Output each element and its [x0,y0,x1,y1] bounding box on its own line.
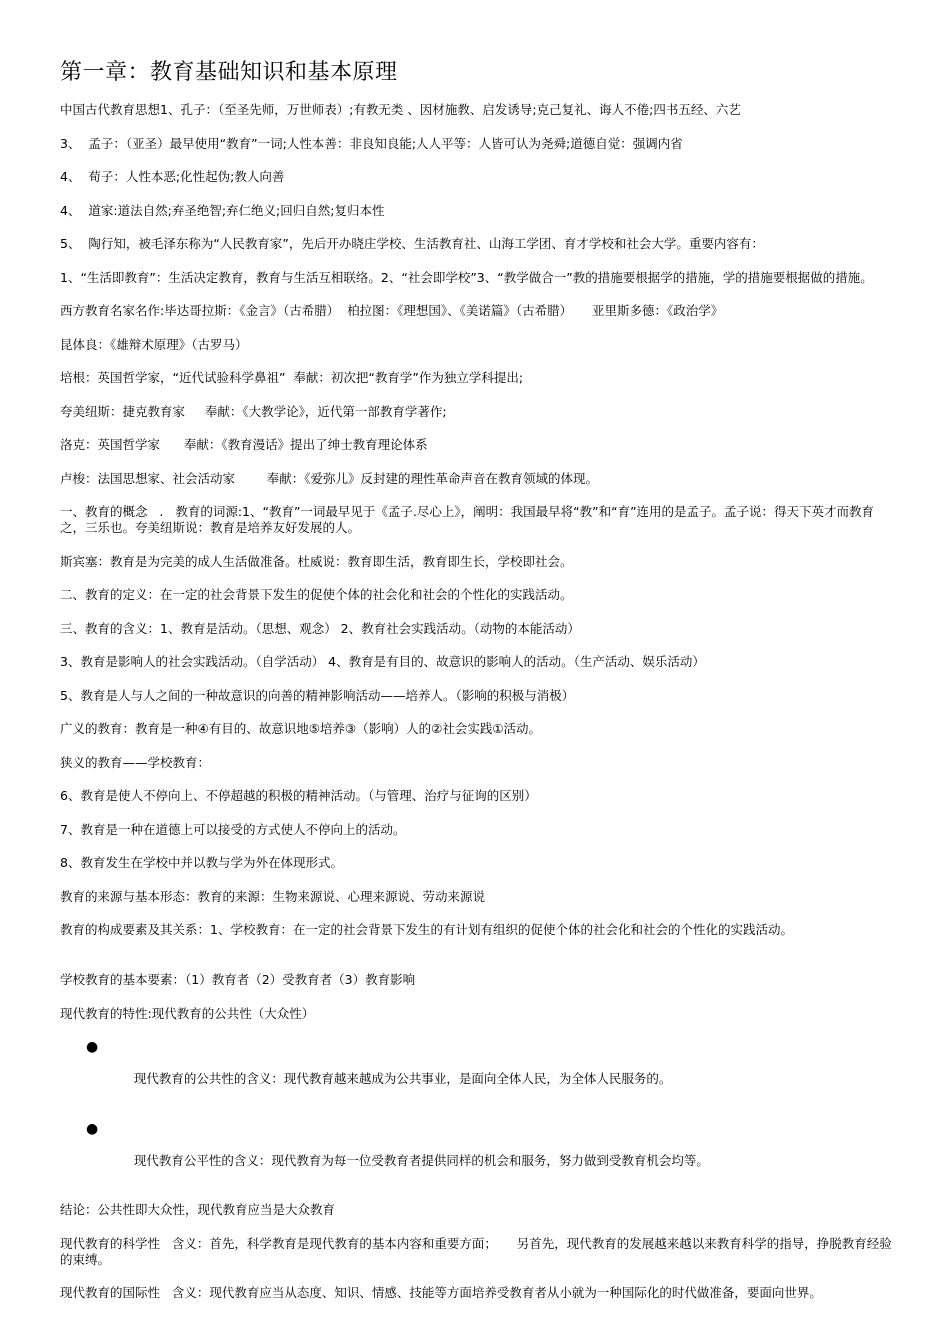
paragraph: 现代教育的特性:现代教育的公共性（大众性） [60,1005,315,1021]
paragraph: 学校教育的基本要素：（1）教育者（2）受教育者（3）教育影响 [60,972,416,987]
paragraph: 二、教育的定义：在一定的社会背景下发生的促使个体的社会化和社会的个性化的实践活动。 [60,587,573,602]
paragraph: 夸美纽斯：捷克教育家 奉献：《大教学论》，近代第一部教育学著作; [60,403,447,419]
paragraph: 6、教育是使人不停向上、不停超越的积极的精神活动。（与管理、治疗与征询的区别） [60,788,537,803]
paragraph: 5、 陶行知，被毛泽东称为“人民教育家”，先后开办晓庄学校、生活教育社、山海工学团、育才学校和社会大学。重要内容有： [60,236,764,251]
paragraph: 广义的教育：教育是一种④有目的、故意识地⑤培养③（影响）人的②社会实践①活动。 [60,721,542,736]
paragraph: 教育的构成要素及其关系：1、学校教育：在一定的社会背景下发生的有计划有组织的促使个体的社会化和社会的个性化的实践活动。 [60,922,793,937]
paragraph: 卢梭：法国思想家、社会活动家 奉献：《爱弥儿》反封建的理性革命声音在教育领域的体现。 [60,470,599,486]
paragraph: 西方教育名家名作:毕达哥拉斯：《金言》（古希腊） 柏拉图：《理想国》、《美诺篇》（古希腊） 亚里斯多德：《政治学》 [60,303,724,318]
chapter-title: 第一章：教育基础知识和基本原理 [60,60,398,85]
paragraph: 中国古代教育思想1、孔子：（至圣先师，万世师表）;有教无类 、因材施教、启发诱导;克己复礼、诲人不倦;四书五经、六艺 [60,102,741,117]
paragraph: 一、教育的概念 . 教育的词源:1、“教育”一词最早见于《孟子.尽心上》，阐明：我国最早将“教”和“育”连用的是孟子。孟子说：得天下英才而教育之，三乐也。夸美纽斯说：教育是培养友好发展的人。 [60,504,875,535]
paragraph: 5、教育是人与人之间的一种故意识的向善的精神影响活动——培养人。（影响的积极与消极） [60,687,575,703]
bullet-dot-icon: ● [86,1039,99,1055]
paragraph: 1、“生活即教育”：生活决定教育，教育与生活互相联络。2、“社会即学校”3、“教学做合一”教的措施要根据学的措施，学的措施要根据做的措施。 [60,269,873,285]
paragraph: 7、教育是一种在道德上可以接受的方式使人不停向上的活动。 [60,821,406,837]
bullet-item [60,1039,895,1103]
paragraph: 现代教育的国际性 含义：现代教育应当从态度、知识、情感、技能等方面培养受教育者从小就为一种国际化的时代做准备，要面向世界。 [60,1285,822,1300]
bullet-text: 现代教育的公共性的含义：现代教育越来越成为公共事业，是面向全体人民，为全体人民服务的。 [133,1071,672,1086]
document-page [60,56,895,1319]
bullet-text: 现代教育公平性的含义：现代教育为每一位受教育者提供同样的机会和服务，努力做到受教育机会均等。 [133,1152,709,1168]
paragraph: 狭义的教育——学校教育： [60,754,211,770]
paragraph: 4、 荀子：人性本恶;化性起伪;教人向善 [60,169,285,184]
paragraph: 结论：公共性即大众性，现代教育应当是大众教育 [60,1202,336,1217]
paragraph: 斯宾塞：教育是为完美的成人生活做准备。杜威说：教育即生活，教育即生长，学校即社会。 [60,553,573,569]
paragraph: 昆体良：《雄辩术原理》（古罗马） [60,336,248,352]
paragraph: 三、教育的含义：1、教育是活动。（思想、观念） 2、教育社会实践活动。（动物的本能活动） [60,620,580,636]
bullet-dot-icon: ● [86,1120,99,1137]
bullet-item [60,1121,895,1185]
paragraph: 8、教育发生在学校中并以教与学为外在体现形式。 [60,855,343,870]
paragraph: 现代教育的科学性 含义：首先，科学教育是现代教育的基本内容和重要方面； 另首先，现代教育的发展越来越以来教育科学的指导，挣脱教育经验的束缚。 [60,1235,892,1267]
paragraph: 3、教育是影响人的社会实践活动。（自学活动） 4、教育是有目的、故意识的影响人的活动。（生产活动、娱乐活动） [60,654,705,669]
paragraph: 培根：英国哲学家，“近代试验科学鼻祖” 奉献：初次把“教育学”作为独立学科提出; [60,370,524,385]
paragraph: 教育的来源与基本形态：教育的来源：生物来源说、心理来源说、劳动来源说 [60,888,486,904]
paragraph: 4、 道家:道法自然;弃圣绝智;弃仁绝义;回归自然;复归本性 [60,202,385,218]
paragraph: 3、 孟子：（亚圣）最早使用“教育”一词;人性本善：非良知良能;人人平等：人皆可认为尧舜;道德自觉：强调内省 [60,135,683,151]
paragraph: 洛克：英国哲学家 奉献：《教育漫话》提出了绅士教育理论体系 [60,437,428,452]
